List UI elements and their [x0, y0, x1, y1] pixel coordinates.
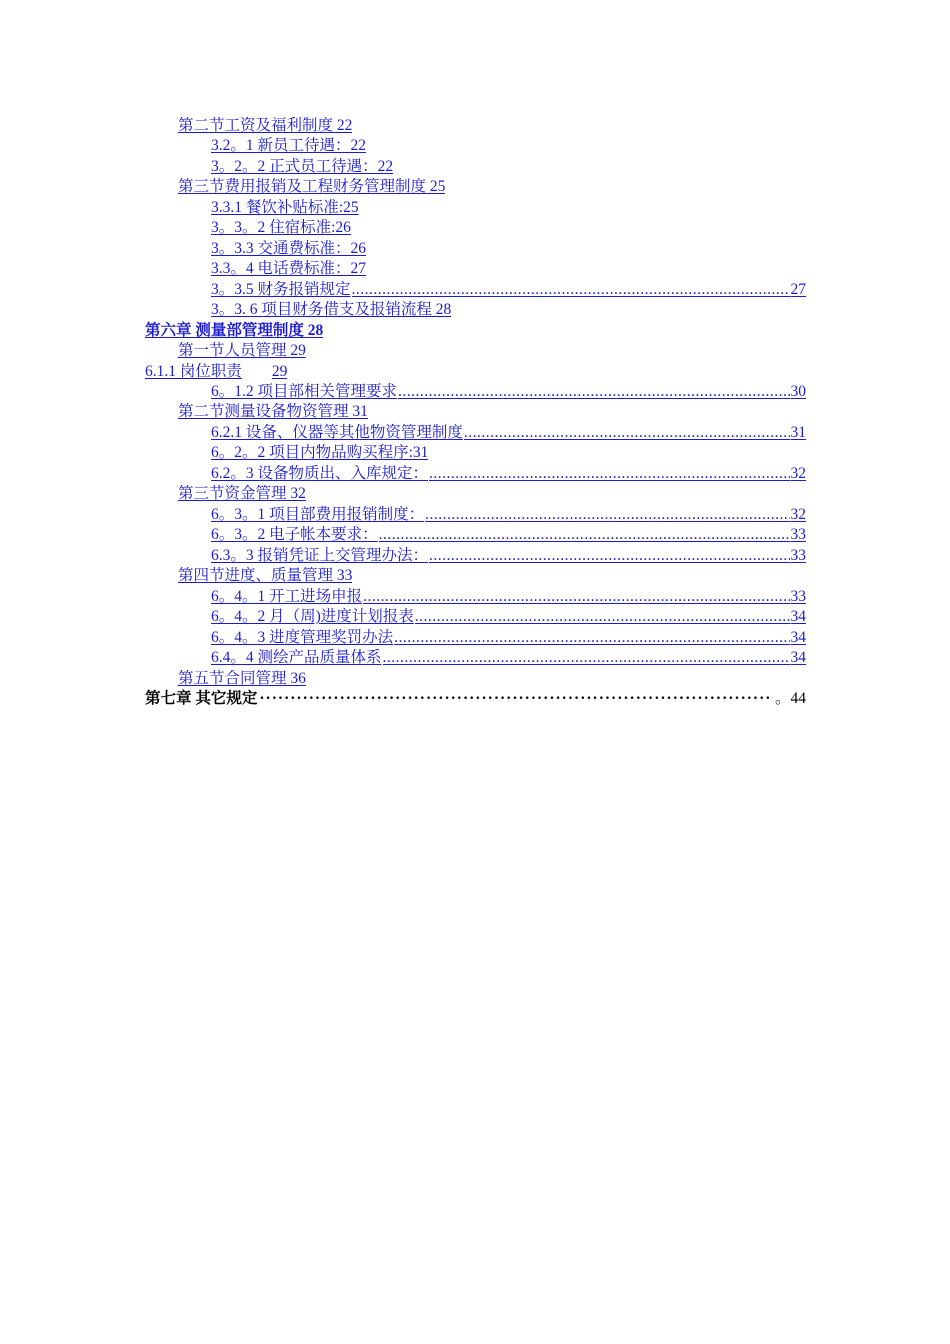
toc-page-number[interactable]: 34: [790, 608, 806, 625]
toc-page-number[interactable]: 32: [790, 506, 806, 523]
toc-leader-dots: [383, 648, 790, 668]
toc-entry-title[interactable]: 6。4。3 进度管理奖罚办法: [211, 629, 394, 646]
toc-page-number[interactable]: 30: [790, 383, 806, 400]
toc-entry-title[interactable]: 3。2。2 正式员工待遇：22: [211, 158, 394, 175]
toc-entry-title[interactable]: 第三节资金管理 32: [178, 485, 306, 502]
toc-entry-title[interactable]: 6.4。4 测绘产品质量体系: [211, 649, 382, 666]
toc-entry-title[interactable]: 6.2。3 设备物质出、入库规定：: [211, 465, 429, 482]
toc-leader-dots: [425, 505, 789, 525]
toc-page-number: 。44: [774, 690, 806, 707]
toc-entry-title[interactable]: 3。3. 6 项目财务借支及报销流程 28: [211, 301, 452, 318]
toc-page-number[interactable]: 27: [790, 281, 806, 298]
toc-entry-6-3-2[interactable]: [211, 525, 806, 545]
toc-entry-3-3-2[interactable]: [211, 218, 351, 238]
toc-entry-6-4-1[interactable]: [211, 587, 806, 607]
toc-entry-3-3-1[interactable]: [211, 198, 359, 218]
toc-entry-title: 第七章 其它规定: [145, 690, 258, 707]
toc-entry-3-3-5[interactable]: [211, 280, 806, 300]
toc-page-number[interactable]: 32: [790, 465, 806, 482]
toc-page-number[interactable]: 34: [790, 649, 806, 666]
toc-leader-dots: [464, 423, 790, 443]
toc-entry-section-6-4[interactable]: [178, 566, 352, 586]
toc-entry-title[interactable]: 6。4。2 月（周)进度计划报表: [211, 608, 414, 625]
toc-entry-section-3-3[interactable]: [178, 177, 445, 197]
toc-leader-dots: [429, 546, 789, 566]
toc-entry-title[interactable]: 3.3。4 电话费标准：27: [211, 260, 367, 277]
toc-entry-6-4-3[interactable]: [211, 628, 806, 648]
toc-leader-dots: [379, 525, 790, 545]
toc-page-number[interactable]: 33: [790, 526, 806, 543]
toc-entry-6-4-4[interactable]: [211, 648, 806, 668]
toc-entry-title[interactable]: 6。3。1 项目部费用报销制度：: [211, 506, 425, 523]
toc-page-number[interactable]: 29: [271, 363, 288, 380]
toc-leader-dots: [394, 628, 789, 648]
toc-leader-dots: [398, 382, 789, 402]
toc-entry-title[interactable]: 第四节进度、质量管理 33: [178, 567, 353, 584]
toc-entry-3-2-2[interactable]: [211, 157, 393, 177]
toc-leader-dots: [259, 689, 773, 709]
toc-leader-dots: [363, 587, 789, 607]
toc-entry-6-1-2[interactable]: [211, 382, 806, 402]
toc-entry-title[interactable]: 第二节工资及福利制度 22: [178, 117, 353, 134]
toc-leader-dots: [429, 464, 789, 484]
toc-entry-title[interactable]: [145, 362, 287, 382]
toc-entry-3-3-6[interactable]: [211, 300, 451, 320]
toc-entry-6-2-3[interactable]: [211, 464, 806, 484]
toc-entry-title[interactable]: 3。3。2 住宿标准:26: [211, 219, 351, 236]
toc-entry-section-6-1[interactable]: [178, 341, 306, 361]
toc-entry-title[interactable]: 6。1.2 项目部相关管理要求: [211, 383, 398, 400]
toc-entry-3-2-1[interactable]: [211, 136, 366, 156]
toc-entry-title[interactable]: 第五节合同管理 36: [178, 670, 306, 687]
toc-leader-dots: [352, 280, 790, 300]
toc-entry-title[interactable]: 第三节费用报销及工程财务管理制度 25: [178, 178, 446, 195]
toc-entry-chapter-6[interactable]: [145, 321, 323, 341]
toc-page-number[interactable]: 31: [790, 424, 806, 441]
toc-entry-6-1-1[interactable]: [145, 362, 287, 382]
toc-entry-title[interactable]: 3。3.3 交通费标准：26: [211, 240, 367, 257]
toc-entry-6-2-2[interactable]: [211, 443, 428, 463]
toc-entry-section-6-5[interactable]: [178, 669, 306, 689]
toc-entry-title[interactable]: 6.3。3 报销凭证上交管理办法：: [211, 547, 429, 564]
toc-entry-title[interactable]: 3。3.5 财务报销规定: [211, 281, 351, 298]
toc-entry-6-3-3[interactable]: [211, 546, 806, 566]
toc-entry-6-4-2[interactable]: [211, 607, 806, 627]
toc-entry-title[interactable]: 第一节人员管理 29: [178, 342, 306, 359]
toc-page-number[interactable]: 34: [790, 629, 806, 646]
toc-leader-dots: [415, 607, 790, 627]
toc-entry-title[interactable]: 6.2.1 设备、仪器等其他物资管理制度: [211, 424, 463, 441]
toc-entry-title[interactable]: 6。3。2 电子帐本要求：: [211, 526, 378, 543]
toc-entry-section-6-3[interactable]: [178, 484, 306, 504]
toc-page-number[interactable]: 33: [790, 547, 806, 564]
toc-entry-title[interactable]: 6。4。1 开工进场申报: [211, 588, 363, 605]
toc-page-number[interactable]: 33: [790, 588, 806, 605]
toc-entry-title[interactable]: 6。2。2 项目内物品购买程序:31: [211, 444, 429, 461]
toc-entry-title[interactable]: 3.3.1 餐饮补贴标准:25: [211, 199, 359, 216]
toc-entry-title[interactable]: 第六章 测量部管理制度 28: [145, 322, 324, 339]
toc-entry-title[interactable]: 3.2。1 新员工待遇：22: [211, 137, 367, 154]
toc-entry-3-3-4[interactable]: [211, 259, 366, 279]
toc-entry-title[interactable]: 第二节测量设备物资管理 31: [178, 403, 368, 420]
toc-entry-3-3-3[interactable]: [211, 239, 366, 259]
toc-entry-chapter-7: [145, 689, 806, 709]
toc-entry-title-text[interactable]: 6.1.1 岗位职责: [145, 363, 242, 380]
toc-entry-6-3-1[interactable]: [211, 505, 806, 525]
toc-entry-section-6-2[interactable]: [178, 402, 368, 422]
toc-entry-section-3-2[interactable]: [178, 116, 352, 136]
toc-entry-6-2-1[interactable]: [211, 423, 806, 443]
